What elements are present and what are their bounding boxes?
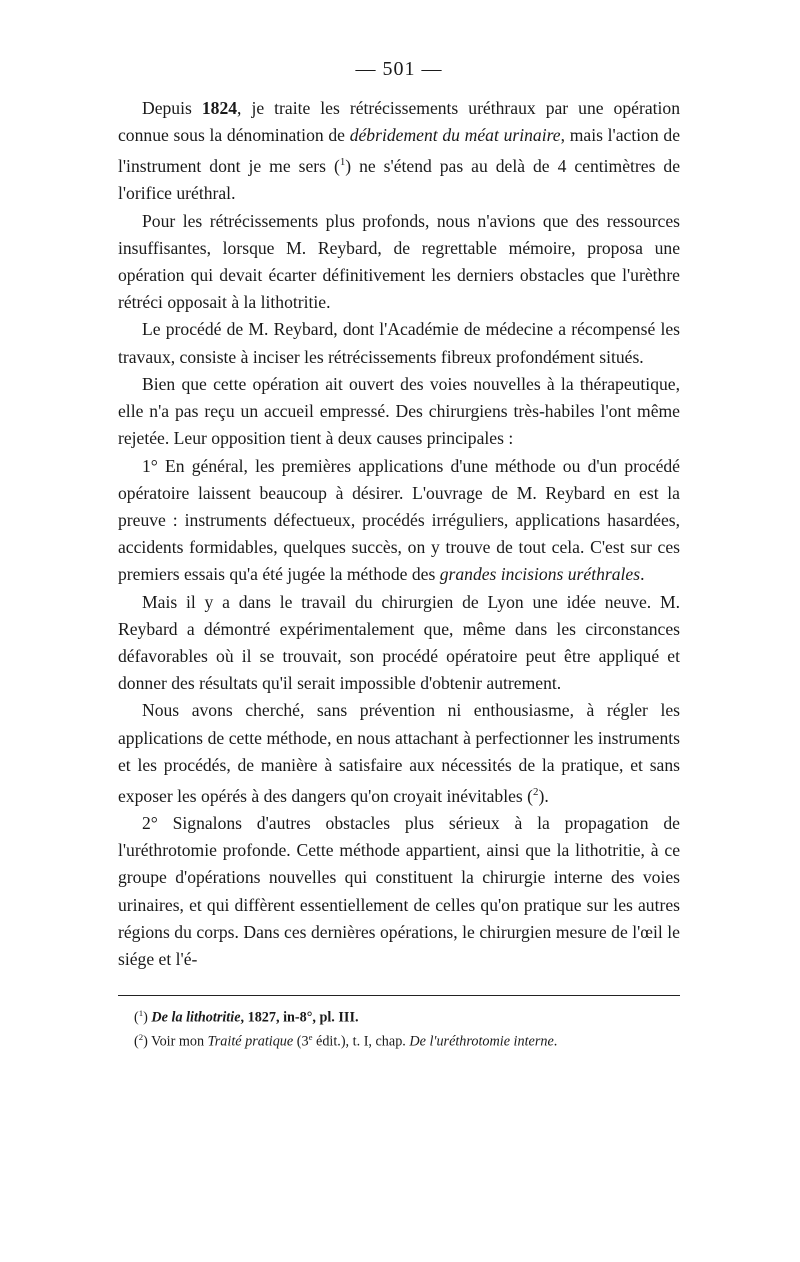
text-segment: )	[143, 1009, 152, 1026]
text-segment: édit.), t. I, chap.	[312, 1033, 410, 1050]
text-segment: Bien que cette opération ait ouvert des voies nouvelles à la thérapeutique, elle n'a pas reçu un accueil empressé. Des chirurgiens très-habiles l'ont même rejetée. Leur opposition tient à deux causes principales :	[118, 373, 680, 449]
footnote	[118, 1028, 680, 1052]
text-segment: 2	[138, 1031, 144, 1042]
text-segment: 2° Signalons d'autres obstacles plus sérieux à la propagation de l'uréthrotomie profonde. Cette méthode appartient, ainsi que la lithotritie, à ce groupe d'opérations nouvelles qui constituent la chirurgie interne des voies urinaires, et qui diffèrent essentiellement de celles qu'on pratique sur les autres régions du corps. Dans ces dernières opérations, le chirurgien mesure de l'œil le siége et l'é-	[118, 813, 680, 970]
footnote	[118, 1004, 680, 1028]
paragraph	[118, 810, 680, 973]
text-segment: Pour les rétrécissements plus profonds, nous n'avions que des ressources insuffisantes, lorsque M. Reybard, de regrettable mémoire, proposa une opération qui devait écarter définitivement les derniers obstacles que l'urèthre rétréci opposait à la lithotritie.	[118, 210, 680, 313]
text-segment: (	[134, 1009, 139, 1026]
text-segment: Traité pratique	[207, 1033, 294, 1050]
text-segment: ).	[538, 785, 549, 806]
text-segment: De l'uréthrotomie interne	[409, 1033, 554, 1050]
text-segment: .	[553, 1033, 558, 1050]
paragraph	[118, 589, 680, 698]
paragraph	[118, 316, 680, 370]
paragraph	[118, 371, 680, 453]
text-segment: Depuis	[142, 98, 202, 118]
text-segment: 1° En général, les premières applications d'une méthode ou d'un procédé opératoire laissent beaucoup à désirer. L'ouvrage de M. Reybard en est la preuve : instruments défectueux, procédés irréguliers, applications hasardées, accidents formidables, quelques succès, on y trouve de tout cela. C'est sur ces premiers essais qu'a été jugée la méthode des	[118, 455, 680, 585]
text-segment: Le procédé de M. Reybard, dont l'Académie de médecine a récompensé les travaux, consiste à inciser les rétrécissements fibreux profondément situés.	[118, 319, 680, 367]
paragraph	[118, 208, 680, 317]
paragraph	[118, 95, 680, 208]
paragraph	[118, 697, 680, 810]
text-segment: e	[308, 1031, 313, 1042]
footnotes	[118, 1004, 680, 1051]
text-segment: 2	[533, 785, 539, 798]
paragraph	[118, 453, 680, 589]
text-segment: , mais l'action de l'instrument dont je me sers (	[118, 125, 681, 177]
text-segment: grandes incisions uréthrales	[439, 564, 641, 585]
text-segment: débridement du méat urinaire	[349, 125, 561, 146]
text-segment: , 1827, in-8°, pl. III.	[240, 1009, 359, 1026]
body-text	[118, 95, 680, 973]
text-segment: De la lithotritie	[151, 1009, 241, 1026]
text-segment: Mais il y a dans le travail du chirurgien de Lyon une idée neuve. M. Reybard a démontré expérimentalement que, même dans les circonstances défavorables où il se trouvait, son procédé opératoire peut être appliqué et donner des résultats qu'il serait impossible d'obtenir autrement.	[118, 591, 680, 694]
text-segment: 1	[138, 1008, 144, 1019]
footnote-separator	[118, 995, 680, 996]
text-segment: ) ne s'étend pas au delà de 4 centimètres de l'orifice uréthral.	[118, 156, 680, 204]
text-segment: (3	[293, 1033, 309, 1050]
page-number: — 501 —	[355, 58, 443, 80]
text-segment: 1	[339, 156, 346, 169]
text-segment: ) Voir mon	[143, 1033, 208, 1050]
document-page	[118, 58, 680, 1052]
text-segment: 1824	[201, 98, 238, 118]
text-segment: .	[640, 564, 645, 585]
text-segment: , je traite les rétrécissements uréthraux par une opération connue sous la dénomination de	[118, 98, 681, 146]
text-segment: Nous avons cherché, sans prévention ni enthousiasme, à régler les applications de cette méthode, en nous attachant à perfectionner les instruments et les procédés, de manière à satisfaire aux nécessités de la pratique, et sans exposer les opérés à des dangers qu'on croyait inévitables (	[118, 700, 680, 806]
text-segment: (	[134, 1033, 139, 1050]
